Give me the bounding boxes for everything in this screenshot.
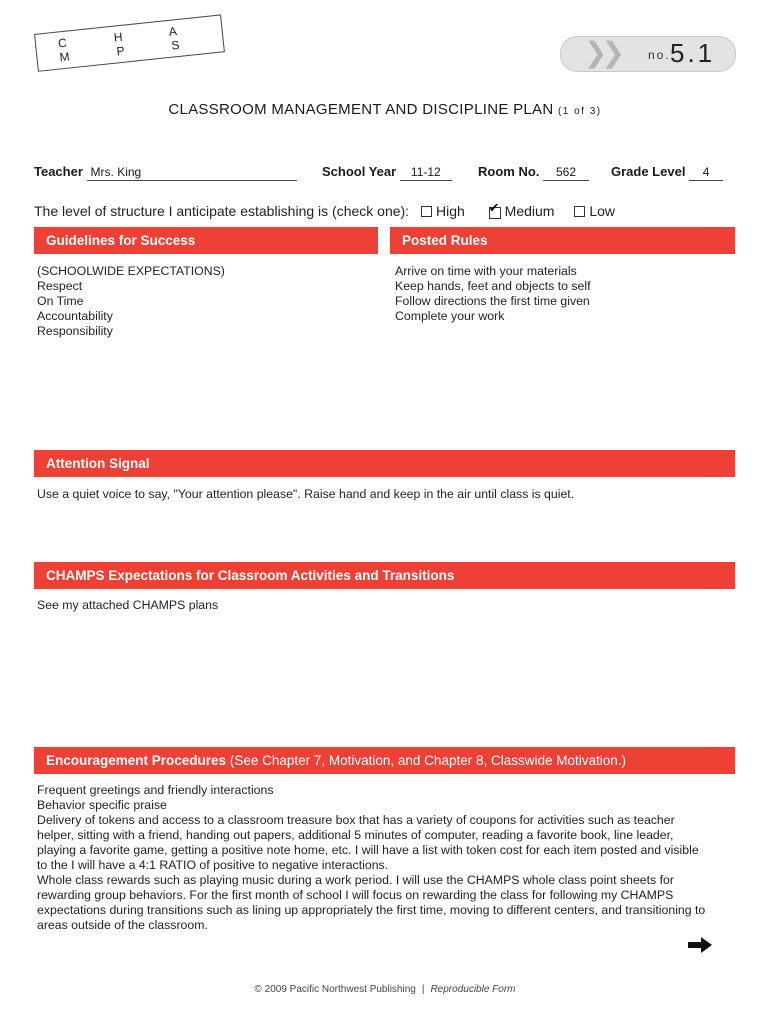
guidelines-list: [37, 264, 377, 339]
room-label: Room No.: [478, 164, 540, 179]
text-line: playing a favorite game, getting a positive note home, etc. I will have a list with token cost for each item posted and visible: [37, 843, 699, 857]
form-number: 5.1: [670, 38, 716, 68]
text-line: Delivery of tokens and access to a classroom treasure box that has a variety of coupons for activities such as teacher: [37, 813, 675, 827]
encouragement-heading: [34, 747, 735, 774]
text-line: areas outside of the classroom.: [37, 918, 208, 932]
text-line: Behavior specific praise: [37, 798, 167, 812]
champs-logo-text: C H A M P S: [57, 21, 203, 65]
grade-label: Grade Level: [611, 164, 686, 179]
text-line: rewarding group behaviors. For the first month of school I will focus on rewarding the class for following my CHAMPS: [37, 888, 674, 902]
text-line: helper, sitting with a friend, handing out papers, additional 5 minutes of computer, reading a favorite book, line leader,: [37, 828, 674, 842]
guidelines-heading: Guidelines for Success: [34, 227, 378, 254]
form-number-label: no.: [648, 48, 671, 62]
school-year-value[interactable]: 11-12: [400, 166, 452, 181]
school-year-label: School Year: [322, 164, 397, 179]
list-item: Keep hands, feet and objects to self: [395, 279, 591, 293]
posted-rules-list: [395, 264, 735, 324]
structure-question: [34, 203, 615, 219]
list-item: Accountability: [37, 309, 113, 323]
room-field: [478, 164, 589, 181]
option-medium[interactable]: ✔ Medium: [489, 203, 555, 219]
footer-separator: |: [421, 984, 425, 995]
school-year-field: [322, 164, 452, 181]
list-item: Arrive on time with your materials: [395, 264, 577, 278]
list-item: (SCHOOLWIDE EXPECTATIONS): [37, 264, 225, 278]
encouragement-heading-note: (See Chapter 7, Motivation, and Chapter 8, Classwide Motivation.): [229, 753, 627, 768]
text-line: to the I will have a 4:1 RATIO of positive to negative interactions.: [37, 858, 389, 872]
option-low[interactable]: Low: [574, 203, 615, 219]
list-item: Responsibility: [37, 324, 113, 338]
list-item: On Time: [37, 294, 84, 308]
page-footer: [0, 984, 770, 995]
grade-value[interactable]: 4: [689, 166, 723, 181]
title-page-indicator: (1 of 3): [557, 106, 602, 117]
posted-rules-heading: Posted Rules: [390, 227, 735, 254]
option-high[interactable]: High: [421, 203, 465, 219]
grade-field: [611, 164, 723, 181]
encouragement-text: [37, 783, 752, 933]
list-item: Complete your work: [395, 309, 505, 323]
footer-form-type: Reproducible Form: [430, 984, 516, 995]
champs-expectations-heading: CHAMPS Expectations for Classroom Activities and Transitions: [34, 562, 735, 589]
text-line: expectations during transitions such as lining up appropriately the first time, moving to different centers, and transitioning to: [37, 903, 706, 917]
teacher-field: [34, 164, 297, 181]
structure-prompt: The level of structure I anticipate establishing is (check one):: [34, 203, 410, 219]
list-item: Follow directions the first time given: [395, 294, 590, 308]
page-title: [0, 101, 770, 118]
checkbox-icon[interactable]: [421, 206, 432, 217]
champs-logo: [34, 14, 225, 71]
text-line: Whole class rewards such as playing music during a work period. I will use the CHAMPS whole class point sheets for: [37, 873, 674, 887]
checkbox-icon[interactable]: [574, 206, 585, 217]
attention-signal-heading: Attention Signal: [34, 450, 735, 477]
attention-signal-text: Use a quiet voice to say, "Your attention please". Raise hand and keep in the air until class is quiet.: [37, 487, 575, 501]
teacher-label: Teacher: [34, 164, 83, 179]
double-chevron-right-icon: ❯❯: [584, 37, 619, 68]
champs-expectations-text: See my attached CHAMPS plans: [37, 598, 219, 612]
teacher-value[interactable]: Mrs. King: [87, 166, 297, 181]
list-item: Respect: [37, 279, 83, 293]
title-main: CLASSROOM MANAGEMENT AND DISCIPLINE PLAN: [168, 101, 554, 118]
encouragement-heading-title: Encouragement Procedures: [46, 753, 227, 768]
text-line: Frequent greetings and friendly interactions: [37, 783, 274, 797]
checked-checkbox-icon[interactable]: [489, 205, 501, 217]
arrow-right-icon[interactable]: [687, 936, 713, 954]
room-value[interactable]: 562: [543, 166, 589, 181]
footer-copyright: © 2009 Pacific Northwest Publishing: [254, 984, 416, 995]
